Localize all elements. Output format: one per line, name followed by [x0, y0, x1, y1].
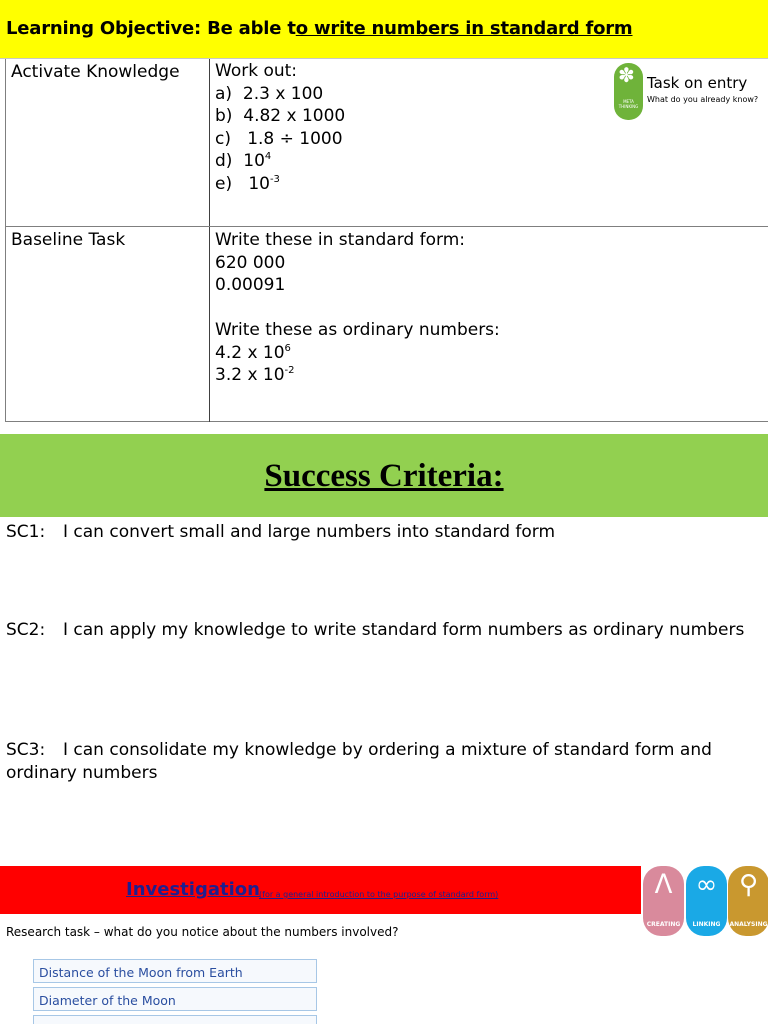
- analysing-label: ANALYSING: [729, 921, 768, 928]
- investigation-title[interactable]: Investigation: [126, 879, 260, 900]
- swing-icon: ᐱ: [654, 870, 673, 900]
- analysing-skill-badge: [728, 866, 768, 936]
- question-d: d) $10^4$: [215, 151, 272, 171]
- chain-link-icon: ∞: [695, 870, 718, 900]
- link-third-item[interactable]: [33, 1015, 317, 1024]
- baseline-number-2: 0.00091: [215, 275, 286, 295]
- table-column-divider: [209, 59, 210, 422]
- task-on-entry-subtitle: What do you already know?: [647, 95, 759, 104]
- task-on-entry-badge: [614, 63, 764, 121]
- magnifier-icon: ⚲: [738, 870, 759, 900]
- link-distance-moon-earth[interactable]: Distance of the Moon from Earth: [33, 959, 317, 983]
- baseline-task-body: [215, 229, 500, 387]
- baseline-intro-2: Write these as ordinary numbers:: [215, 320, 500, 340]
- baseline-intro-1: Write these in standard form:: [215, 230, 465, 250]
- success-criterion-2: SC2: I can apply my knowledge to write standard form numbers as ordinary numbers: [6, 620, 745, 640]
- linking-skill-badge: [686, 866, 727, 936]
- learning-objective: [6, 18, 633, 39]
- baseline-spacer: [215, 297, 500, 320]
- question-b: b) 4.82 x 1000: [215, 106, 346, 126]
- creating-label: CREATING: [646, 921, 681, 928]
- puzzle-icon: ✽ META THINKING: [614, 63, 643, 120]
- success-criterion-3: SC3: I can consolidate my knowledge by ordering a mixture of standard form and ordinary numbers: [6, 740, 712, 783]
- learning-objective-bar: [0, 0, 768, 59]
- activate-knowledge-label: Activate Knowledge: [11, 62, 180, 82]
- question-e: e) $10^{-3}$: [215, 173, 280, 194]
- creating-skill-badge: [643, 866, 684, 936]
- baseline-standard-1: 4.2 x $10^6$: [215, 342, 291, 363]
- learning-objective-prefix: Learning Objective: Be able t: [6, 18, 296, 39]
- question-c: c) 1.8 ÷ 1000: [215, 128, 343, 149]
- question-a: a) 2.3 x 100: [215, 83, 324, 104]
- investigation-note-link[interactable]: (for a general introduction to the purpose of standard form): [259, 890, 499, 899]
- linking-label: LINKING: [692, 921, 721, 928]
- success-criteria-title: Success Criteria:: [264, 458, 504, 494]
- link-diameter-moon[interactable]: Diameter of the Moon: [33, 987, 317, 1011]
- activate-intro: Work out:: [215, 61, 298, 81]
- baseline-task-label: Baseline Task: [11, 230, 126, 250]
- success-criterion-1: SC1: I can convert small and large numbers into standard form: [6, 522, 556, 542]
- research-task-text: Research task – what do you notice about the numbers involved?: [6, 925, 399, 939]
- learning-objective-underlined: o write numbers in standard form: [295, 18, 633, 39]
- task-icon-caption: META THINKING: [618, 99, 639, 109]
- baseline-standard-2: 3.2 x $10^{-2}$: [215, 365, 295, 385]
- task-on-entry-title: Task on entry: [647, 74, 748, 92]
- table-row-divider: [6, 226, 768, 227]
- baseline-number-1: 620 000: [215, 252, 286, 273]
- activate-knowledge-body: [215, 60, 345, 195]
